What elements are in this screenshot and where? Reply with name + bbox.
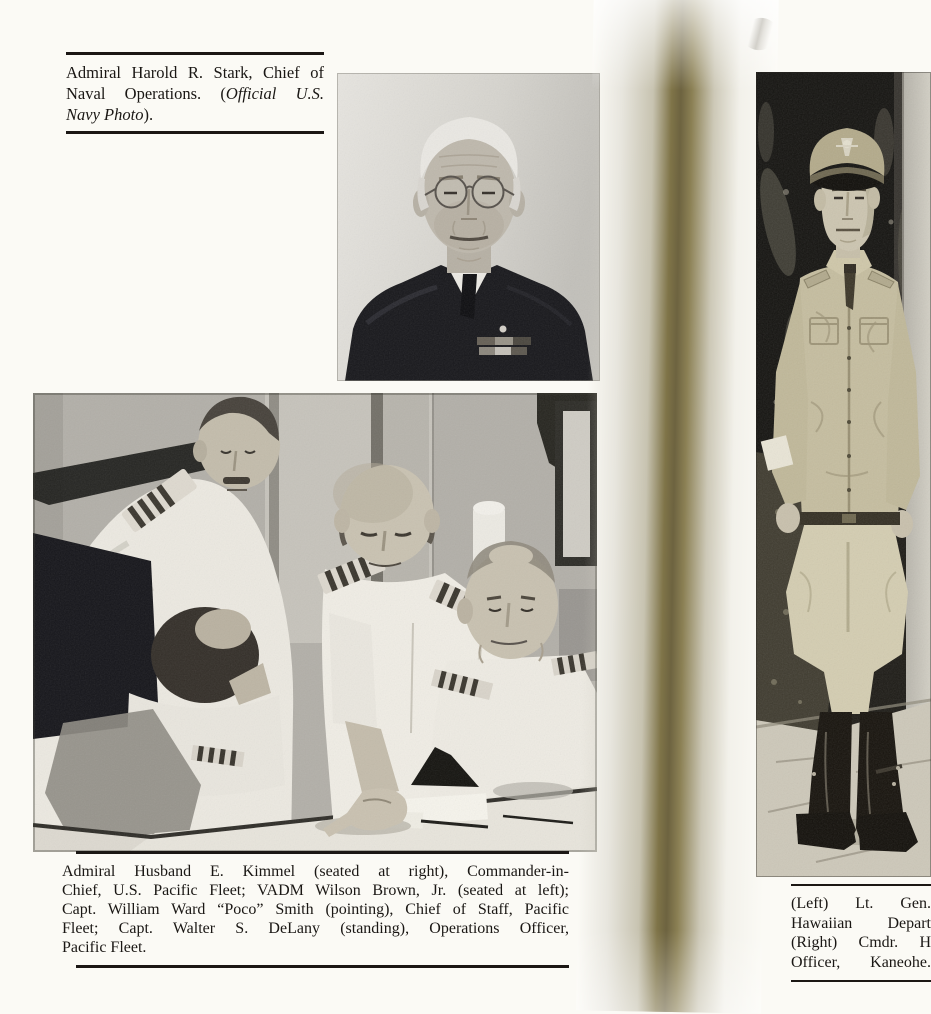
caption-rule-bottom — [76, 965, 569, 968]
caption-text-block — [791, 886, 931, 980]
caption-line: Chief, U.S. Pacific Fleet; VADM Wilson Brown, Jr. (seated at left); — [62, 882, 569, 899]
caption-line — [66, 83, 324, 104]
caption-text-segment-italic: Official U.S. — [225, 84, 324, 103]
caption-line: Hawaiian Depart — [791, 914, 931, 932]
caption-text-segment: ). — [143, 105, 154, 124]
stark-portrait-photo — [337, 73, 600, 381]
right-page — [700, 0, 931, 1000]
caption-text-segment: Naval Operations. ( — [66, 84, 226, 103]
caption-line: (Right) Cmdr. H — [791, 934, 931, 951]
caption-line: Admiral Harold R. Stark, Chief of — [66, 63, 324, 82]
caption-line: (Left) Lt. Gen. — [791, 895, 931, 912]
stark-caption — [66, 52, 324, 134]
kimmel-caption — [62, 851, 569, 968]
caption-rule-bottom — [66, 131, 324, 134]
caption-line: Officer, Kaneohe. — [791, 953, 931, 971]
right-page-photo — [756, 72, 931, 877]
caption-text-block — [62, 854, 569, 965]
caption-line: Pacific Fleet. — [62, 939, 147, 956]
caption-line: Fleet; Capt. Walter S. DeLany (standing), Operations Officer, — [62, 920, 569, 937]
right-page-caption — [791, 884, 931, 982]
kimmel-conference-photo — [33, 393, 597, 852]
caption-text-block — [66, 55, 324, 131]
caption-line: Admiral Husband E. Kimmel (seated at right), Commander-in- — [62, 863, 569, 880]
caption-line: Capt. William Ward “Poco” Smith (pointing), Chief of Staff, Pacific — [62, 901, 569, 918]
caption-line — [66, 104, 324, 125]
caption-text-segment-italic: Navy Photo — [66, 105, 144, 124]
caption-rule-bottom — [791, 980, 931, 982]
